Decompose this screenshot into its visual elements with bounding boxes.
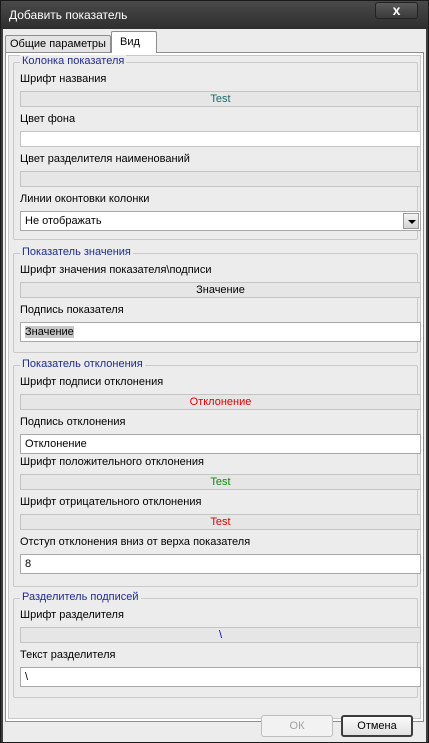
positive-font-preview[interactable]: Test xyxy=(20,474,421,490)
border-lines-value: Не отображать xyxy=(25,215,102,227)
chevron-down-icon[interactable] xyxy=(403,213,419,229)
deviation-group-title: Показатель отклонения xyxy=(22,358,143,370)
separator-group xyxy=(13,591,418,698)
close-icon: x xyxy=(392,2,401,18)
negative-font-label: Шрифт отрицательного отклонения xyxy=(20,496,202,508)
column-group xyxy=(13,55,418,240)
deviation-caption-font-preview[interactable]: Отклонение xyxy=(20,394,421,410)
name-font-label: Шрифт названия xyxy=(20,73,107,85)
border-lines-select[interactable] xyxy=(20,211,421,231)
bg-color-label: Цвет фона xyxy=(20,113,76,125)
separator-font-label: Шрифт разделителя xyxy=(20,609,124,621)
value-caption-label: Подпись показателя xyxy=(20,304,124,316)
bg-color-picker[interactable] xyxy=(20,131,421,147)
name-font-preview[interactable]: Test xyxy=(20,91,421,107)
separator-color-picker[interactable] xyxy=(20,171,421,187)
deviation-caption-label: Подпись отклонения xyxy=(20,416,126,428)
value-font-preview[interactable]: Значение xyxy=(20,282,421,298)
separator-group-title: Разделитель подписей xyxy=(22,591,139,603)
deviation-caption-input[interactable]: Отклонение xyxy=(20,434,421,454)
deviation-group xyxy=(13,358,418,587)
separator-color-label: Цвет разделителя наименований xyxy=(20,153,190,165)
value-group xyxy=(13,246,418,353)
separator-text-label: Текст разделителя xyxy=(20,649,116,661)
column-group-title: Колонка показателя xyxy=(22,55,125,67)
close-button[interactable] xyxy=(375,2,418,19)
tab-general[interactable]: Общие параметры xyxy=(5,35,111,53)
ok-button[interactable]: ОК xyxy=(261,715,333,737)
offset-input[interactable]: 8 xyxy=(20,554,421,574)
tab-view[interactable]: Вид xyxy=(111,31,157,53)
border-lines-label: Линии оконтовки колонки xyxy=(20,193,150,205)
title-bar[interactable] xyxy=(1,1,428,29)
tab-panel-view xyxy=(5,52,424,722)
value-group-title: Показатель значения xyxy=(22,246,131,258)
separator-font-preview[interactable]: \ xyxy=(20,627,421,643)
deviation-caption-font-label: Шрифт подписи отклонения xyxy=(20,376,164,388)
negative-font-preview[interactable]: Test xyxy=(20,514,421,530)
value-caption-text: Значение xyxy=(25,326,74,338)
offset-label: Отступ отклонения вниз от верха показателя xyxy=(20,536,251,548)
positive-font-label: Шрифт положительного отклонения xyxy=(20,456,204,468)
value-caption-input[interactable] xyxy=(20,322,421,342)
window-title: Добавить показатель xyxy=(9,8,128,22)
dialog-body xyxy=(3,29,426,742)
value-font-label: Шрифт значения показателя\подписи xyxy=(20,264,212,276)
panel-content xyxy=(8,55,421,719)
separator-text-input[interactable]: \ xyxy=(20,667,421,687)
cancel-button[interactable]: Отмена xyxy=(341,715,413,737)
tab-strip xyxy=(5,31,424,53)
